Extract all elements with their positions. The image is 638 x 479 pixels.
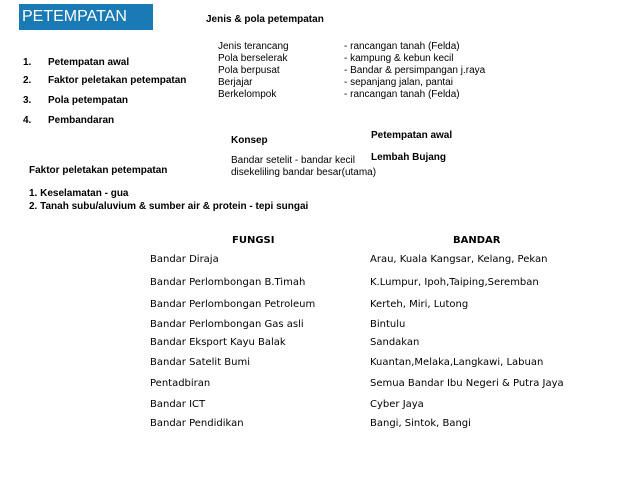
table-cell-fungsi: Bandar Pendidikan <box>150 418 244 429</box>
topic-label: Pembandaran <box>48 115 115 126</box>
jenis-type: Berjajar <box>218 77 253 88</box>
jenis-heading: Jenis & pola petempatan <box>206 14 324 25</box>
jenis-desc: - rancangan tanah (Felda) <box>344 89 460 100</box>
table-cell-bandar: Bangi, Sintok, Bangi <box>370 418 471 429</box>
konsep-heading: Konsep <box>231 135 268 146</box>
table-cell-bandar: Kerteh, Miri, Lutong <box>370 299 469 310</box>
jenis-type: Jenis terancang <box>218 41 289 52</box>
table-cell-bandar: Semua Bandar Ibu Negeri & Putra Jaya <box>370 378 564 389</box>
topic-number: 1. <box>23 57 32 68</box>
jenis-desc: - sepanjang jalan, pantai <box>344 77 453 88</box>
jenis-desc: - kampung & kebun kecil <box>344 53 454 64</box>
table-cell-fungsi: Bandar Diraja <box>150 254 219 265</box>
table-cell-fungsi: Bandar ICT <box>150 399 206 410</box>
table-cell-fungsi: Bandar Satelit Bumi <box>150 357 251 368</box>
table-cell-fungsi: Bandar Eksport Kayu Balak <box>150 337 286 348</box>
awal-value: Lembah Bujang <box>371 152 447 163</box>
topic-label: Pola petempatan <box>48 95 129 106</box>
table-cell-bandar: Kuantan,Melaka,Langkawi, Labuan <box>370 357 544 368</box>
table-cell-bandar: K.Lumpur, Ipoh,Taiping,Seremban <box>370 277 539 288</box>
table-cell-bandar: Arau, Kuala Kangsar, Kelang, Pekan <box>370 254 548 265</box>
topic-label: Petempatan awal <box>48 57 130 68</box>
table-cell-fungsi: Bandar Perlombongan B.Timah <box>150 277 306 288</box>
faktor-item: 2. Tanah subu/aluvium & sumber air & protein - tepi sungai <box>29 201 309 212</box>
konsep-text: Bandar setelit - bandar kecil <box>231 155 355 166</box>
table-cell-bandar: Sandakan <box>370 337 420 348</box>
table-cell-fungsi: Bandar Perlombongan Petroleum <box>150 299 316 310</box>
column-header-fungsi: FUNGSI <box>232 235 275 246</box>
jenis-desc: - Bandar & persimpangan j.raya <box>344 65 486 76</box>
konsep-text: disekeliling bandar besar(utama) <box>231 167 377 178</box>
column-header-bandar: BANDAR <box>453 235 501 246</box>
table-cell-fungsi: Pentadbiran <box>150 378 211 389</box>
awal-heading: Petempatan awal <box>371 130 453 141</box>
jenis-desc: - rancangan tanah (Felda) <box>344 41 460 52</box>
jenis-type: Berkelompok <box>218 89 277 100</box>
topic-label: Faktor peletakan petempatan <box>48 75 187 86</box>
table-cell-fungsi: Bandar Perlombongan Gas asli <box>150 319 304 330</box>
jenis-type: Pola berselerak <box>218 53 288 64</box>
topic-number: 4. <box>23 115 32 126</box>
topic-number: 3. <box>23 95 32 106</box>
topic-number: 2. <box>23 75 32 86</box>
jenis-type: Pola berpusat <box>218 65 280 76</box>
table-cell-bandar: Bintulu <box>370 319 406 330</box>
faktor-heading: Faktor peletakan petempatan <box>29 165 168 176</box>
table-cell-bandar: Cyber Jaya <box>370 399 424 410</box>
faktor-item: 1. Keselamatan - gua <box>29 188 129 199</box>
page-title: PETEMPATAN <box>19 4 153 30</box>
